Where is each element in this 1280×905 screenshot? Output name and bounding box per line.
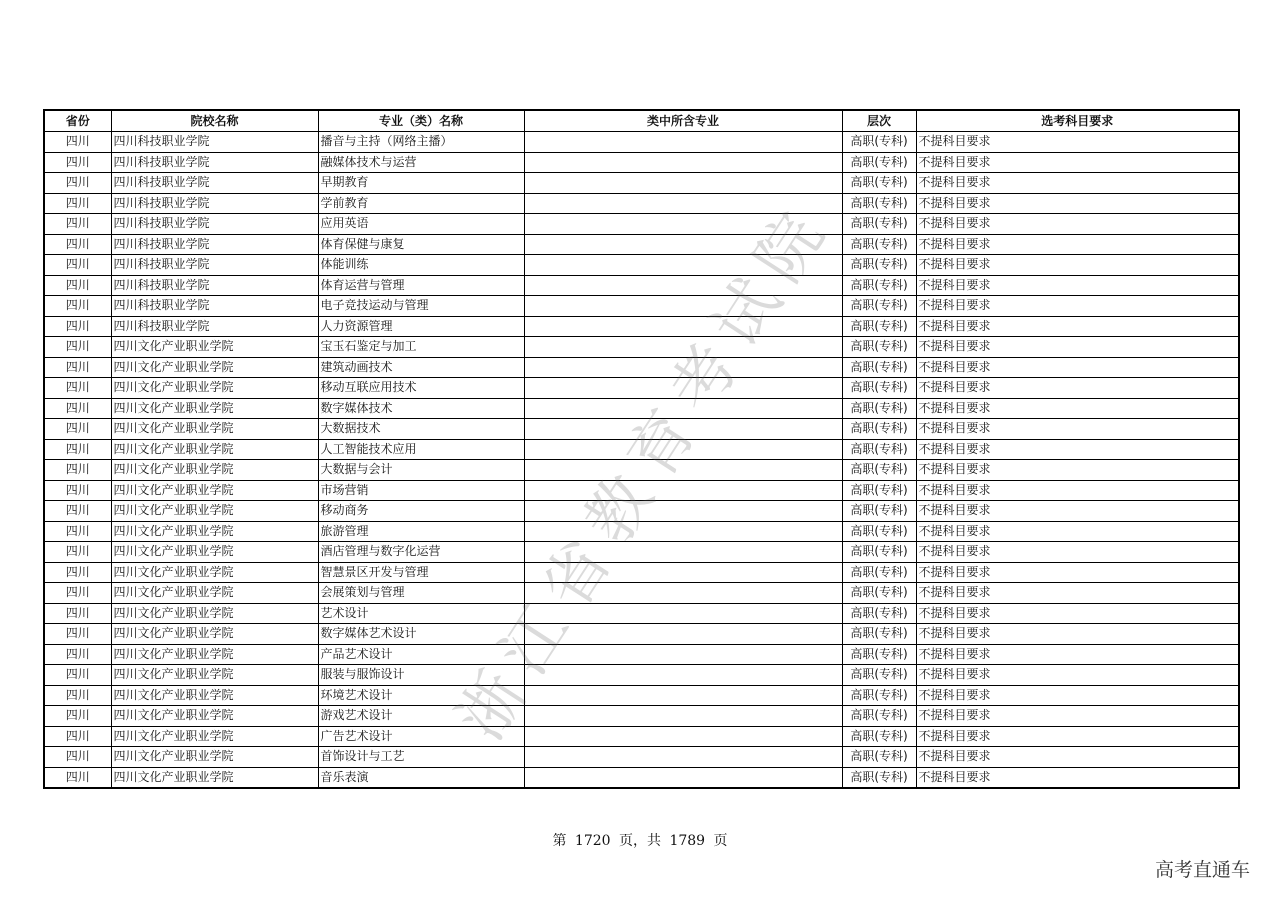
province-cell: 四川 <box>44 747 111 768</box>
requirement-cell: 不提科目要求 <box>916 685 1239 706</box>
requirement-cell: 不提科目要求 <box>916 316 1239 337</box>
major-cell: 人工智能技术应用 <box>318 439 524 460</box>
sub-majors-cell <box>524 152 842 173</box>
level-cell: 高职(专科) <box>842 234 916 255</box>
sub-majors-cell <box>524 316 842 337</box>
province-cell: 四川 <box>44 275 111 296</box>
table-row <box>44 398 1239 419</box>
table-header-row <box>44 110 1239 132</box>
table-row <box>44 419 1239 440</box>
school-cell: 四川文化产业职业学院 <box>111 542 318 563</box>
requirement-cell: 不提科目要求 <box>916 275 1239 296</box>
requirement-cell: 不提科目要求 <box>916 234 1239 255</box>
requirement-cell: 不提科目要求 <box>916 603 1239 624</box>
header-school: 院校名称 <box>111 110 318 132</box>
table-row <box>44 603 1239 624</box>
level-cell: 高职(专科) <box>842 316 916 337</box>
school-cell: 四川文化产业职业学院 <box>111 706 318 727</box>
sub-majors-cell <box>524 603 842 624</box>
table-body <box>44 132 1239 789</box>
table-row <box>44 316 1239 337</box>
footer-current-page: 1720 <box>574 833 611 849</box>
province-cell: 四川 <box>44 685 111 706</box>
requirement-cell: 不提科目要求 <box>916 255 1239 276</box>
school-cell: 四川科技职业学院 <box>111 255 318 276</box>
province-cell: 四川 <box>44 398 111 419</box>
level-cell: 高职(专科) <box>842 706 916 727</box>
school-cell: 四川文化产业职业学院 <box>111 603 318 624</box>
sub-majors-cell <box>524 255 842 276</box>
major-cell: 艺术设计 <box>318 603 524 624</box>
level-cell: 高职(专科) <box>842 275 916 296</box>
school-cell: 四川科技职业学院 <box>111 316 318 337</box>
sub-majors-cell <box>524 337 842 358</box>
table-row <box>44 152 1239 173</box>
major-cell: 酒店管理与数字化运营 <box>318 542 524 563</box>
province-cell: 四川 <box>44 439 111 460</box>
table-row <box>44 378 1239 399</box>
level-cell: 高职(专科) <box>842 152 916 173</box>
sub-majors-cell <box>524 767 842 788</box>
province-cell: 四川 <box>44 152 111 173</box>
sub-majors-cell <box>524 357 842 378</box>
major-cell: 数字媒体艺术设计 <box>318 624 524 645</box>
sub-majors-cell <box>524 521 842 542</box>
level-cell: 高职(专科) <box>842 439 916 460</box>
major-cell: 宝玉石鉴定与加工 <box>318 337 524 358</box>
requirement-cell: 不提科目要求 <box>916 501 1239 522</box>
level-cell: 高职(专科) <box>842 562 916 583</box>
province-cell: 四川 <box>44 521 111 542</box>
table-row <box>44 173 1239 194</box>
table-row <box>44 357 1239 378</box>
table-row <box>44 685 1239 706</box>
major-cell: 早期教育 <box>318 173 524 194</box>
major-cell: 应用英语 <box>318 214 524 235</box>
header-subject-requirement: 选考科目要求 <box>916 110 1239 132</box>
level-cell: 高职(专科) <box>842 665 916 686</box>
table-row <box>44 501 1239 522</box>
requirement-cell: 不提科目要求 <box>916 460 1239 481</box>
level-cell: 高职(专科) <box>842 501 916 522</box>
province-cell: 四川 <box>44 337 111 358</box>
footer-mid: 页，共 <box>619 833 661 849</box>
school-cell: 四川文化产业职业学院 <box>111 480 318 501</box>
school-cell: 四川文化产业职业学院 <box>111 521 318 542</box>
major-cell: 市场营销 <box>318 480 524 501</box>
table-row <box>44 214 1239 235</box>
school-cell: 四川文化产业职业学院 <box>111 439 318 460</box>
level-cell: 高职(专科) <box>842 173 916 194</box>
province-cell: 四川 <box>44 234 111 255</box>
level-cell: 高职(专科) <box>842 357 916 378</box>
sub-majors-cell <box>524 460 842 481</box>
school-cell: 四川文化产业职业学院 <box>111 644 318 665</box>
major-cell: 移动商务 <box>318 501 524 522</box>
requirement-cell: 不提科目要求 <box>916 644 1239 665</box>
level-cell: 高职(专科) <box>842 214 916 235</box>
school-cell: 四川文化产业职业学院 <box>111 460 318 481</box>
major-cell: 服装与服饰设计 <box>318 665 524 686</box>
sub-majors-cell <box>524 644 842 665</box>
level-cell: 高职(专科) <box>842 767 916 788</box>
major-cell: 广告艺术设计 <box>318 726 524 747</box>
requirement-cell: 不提科目要求 <box>916 337 1239 358</box>
requirement-cell: 不提科目要求 <box>916 726 1239 747</box>
level-cell: 高职(专科) <box>842 296 916 317</box>
major-cell: 产品艺术设计 <box>318 644 524 665</box>
requirement-cell: 不提科目要求 <box>916 480 1239 501</box>
school-cell: 四川科技职业学院 <box>111 296 318 317</box>
school-cell: 四川文化产业职业学院 <box>111 685 318 706</box>
requirement-cell: 不提科目要求 <box>916 624 1239 645</box>
requirement-cell: 不提科目要求 <box>916 439 1239 460</box>
requirement-cell: 不提科目要求 <box>916 419 1239 440</box>
sub-majors-cell <box>524 398 842 419</box>
school-cell: 四川科技职业学院 <box>111 234 318 255</box>
requirement-cell: 不提科目要求 <box>916 583 1239 604</box>
school-cell: 四川文化产业职业学院 <box>111 665 318 686</box>
requirement-cell: 不提科目要求 <box>916 706 1239 727</box>
footer-total-pages: 1789 <box>669 833 706 849</box>
sub-majors-cell <box>524 234 842 255</box>
major-cell: 播音与主持（网络主播） <box>318 132 524 153</box>
sub-majors-cell <box>524 583 842 604</box>
requirement-cell: 不提科目要求 <box>916 562 1239 583</box>
requirement-cell: 不提科目要求 <box>916 214 1239 235</box>
province-cell: 四川 <box>44 357 111 378</box>
requirement-cell: 不提科目要求 <box>916 398 1239 419</box>
major-cell: 融媒体技术与运营 <box>318 152 524 173</box>
school-cell: 四川文化产业职业学院 <box>111 726 318 747</box>
province-cell: 四川 <box>44 460 111 481</box>
table-row <box>44 562 1239 583</box>
school-cell: 四川文化产业职业学院 <box>111 398 318 419</box>
footer-prefix: 第 <box>552 833 567 849</box>
header-province: 省份 <box>44 110 111 132</box>
requirement-cell: 不提科目要求 <box>916 296 1239 317</box>
requirement-cell: 不提科目要求 <box>916 521 1239 542</box>
province-cell: 四川 <box>44 316 111 337</box>
header-level: 层次 <box>842 110 916 132</box>
requirement-cell: 不提科目要求 <box>916 357 1239 378</box>
school-cell: 四川科技职业学院 <box>111 193 318 214</box>
requirement-cell: 不提科目要求 <box>916 767 1239 788</box>
school-cell: 四川科技职业学院 <box>111 275 318 296</box>
major-cell: 电子竞技运动与管理 <box>318 296 524 317</box>
school-cell: 四川科技职业学院 <box>111 173 318 194</box>
school-cell: 四川科技职业学院 <box>111 152 318 173</box>
province-cell: 四川 <box>44 378 111 399</box>
level-cell: 高职(专科) <box>842 644 916 665</box>
sub-majors-cell <box>524 665 842 686</box>
school-cell: 四川科技职业学院 <box>111 214 318 235</box>
province-cell: 四川 <box>44 419 111 440</box>
sub-majors-cell <box>524 132 842 153</box>
table-row <box>44 234 1239 255</box>
requirement-cell: 不提科目要求 <box>916 132 1239 153</box>
province-cell: 四川 <box>44 706 111 727</box>
province-cell: 四川 <box>44 193 111 214</box>
province-cell: 四川 <box>44 603 111 624</box>
sub-majors-cell <box>524 706 842 727</box>
major-cell: 移动互联应用技术 <box>318 378 524 399</box>
level-cell: 高职(专科) <box>842 337 916 358</box>
table-row <box>44 255 1239 276</box>
province-cell: 四川 <box>44 767 111 788</box>
level-cell: 高职(专科) <box>842 685 916 706</box>
province-cell: 四川 <box>44 665 111 686</box>
province-cell: 四川 <box>44 624 111 645</box>
brand-label: 高考直通车 <box>1154 859 1250 881</box>
school-cell: 四川文化产业职业学院 <box>111 767 318 788</box>
level-cell: 高职(专科) <box>842 624 916 645</box>
major-cell: 学前教育 <box>318 193 524 214</box>
requirement-cell: 不提科目要求 <box>916 193 1239 214</box>
province-cell: 四川 <box>44 296 111 317</box>
major-cell: 游戏艺术设计 <box>318 706 524 727</box>
school-cell: 四川文化产业职业学院 <box>111 419 318 440</box>
sub-majors-cell <box>524 747 842 768</box>
province-cell: 四川 <box>44 132 111 153</box>
major-cell: 体能训练 <box>318 255 524 276</box>
major-cell: 音乐表演 <box>318 767 524 788</box>
province-cell: 四川 <box>44 501 111 522</box>
table-row <box>44 296 1239 317</box>
sub-majors-cell <box>524 193 842 214</box>
table-row <box>44 665 1239 686</box>
level-cell: 高职(专科) <box>842 378 916 399</box>
sub-majors-cell <box>524 562 842 583</box>
province-cell: 四川 <box>44 644 111 665</box>
level-cell: 高职(专科) <box>842 542 916 563</box>
province-cell: 四川 <box>44 255 111 276</box>
school-cell: 四川文化产业职业学院 <box>111 337 318 358</box>
requirement-cell: 不提科目要求 <box>916 378 1239 399</box>
sub-majors-cell <box>524 378 842 399</box>
table-row <box>44 542 1239 563</box>
school-cell: 四川文化产业职业学院 <box>111 562 318 583</box>
major-cell: 体育运营与管理 <box>318 275 524 296</box>
table-row <box>44 521 1239 542</box>
province-cell: 四川 <box>44 726 111 747</box>
table-row <box>44 193 1239 214</box>
table-row <box>44 624 1239 645</box>
page-footer <box>0 830 1280 850</box>
table-row <box>44 439 1239 460</box>
table-row <box>44 767 1239 788</box>
sub-majors-cell <box>524 419 842 440</box>
requirement-cell: 不提科目要求 <box>916 665 1239 686</box>
level-cell: 高职(专科) <box>842 583 916 604</box>
header-major: 专业（类）名称 <box>318 110 524 132</box>
footer-suffix: 页 <box>713 833 728 849</box>
province-cell: 四川 <box>44 562 111 583</box>
sub-majors-cell <box>524 480 842 501</box>
requirement-cell: 不提科目要求 <box>916 152 1239 173</box>
level-cell: 高职(专科) <box>842 521 916 542</box>
table-row <box>44 747 1239 768</box>
table-row <box>44 644 1239 665</box>
header-sub-majors: 类中所含专业 <box>524 110 842 132</box>
major-cell: 人力资源管理 <box>318 316 524 337</box>
level-cell: 高职(专科) <box>842 460 916 481</box>
province-cell: 四川 <box>44 542 111 563</box>
province-cell: 四川 <box>44 173 111 194</box>
major-cell: 会展策划与管理 <box>318 583 524 604</box>
sub-majors-cell <box>524 439 842 460</box>
sub-majors-cell <box>524 173 842 194</box>
requirement-cell: 不提科目要求 <box>916 173 1239 194</box>
school-cell: 四川文化产业职业学院 <box>111 378 318 399</box>
level-cell: 高职(专科) <box>842 193 916 214</box>
major-cell: 智慧景区开发与管理 <box>318 562 524 583</box>
sub-majors-cell <box>524 542 842 563</box>
watermark: 浙江省教育考试院 <box>444 189 846 754</box>
school-cell: 四川文化产业职业学院 <box>111 357 318 378</box>
major-cell: 旅游管理 <box>318 521 524 542</box>
table-row <box>44 726 1239 747</box>
level-cell: 高职(专科) <box>842 419 916 440</box>
level-cell: 高职(专科) <box>842 747 916 768</box>
level-cell: 高职(专科) <box>842 480 916 501</box>
sub-majors-cell <box>524 501 842 522</box>
school-cell: 四川科技职业学院 <box>111 132 318 153</box>
major-cell: 环境艺术设计 <box>318 685 524 706</box>
level-cell: 高职(专科) <box>842 132 916 153</box>
table-row <box>44 706 1239 727</box>
major-cell: 首饰设计与工艺 <box>318 747 524 768</box>
sub-majors-cell <box>524 296 842 317</box>
table-row <box>44 337 1239 358</box>
major-cell: 建筑动画技术 <box>318 357 524 378</box>
requirement-cell: 不提科目要求 <box>916 747 1239 768</box>
major-cell: 体育保健与康复 <box>318 234 524 255</box>
table-row <box>44 480 1239 501</box>
sub-majors-cell <box>524 685 842 706</box>
sub-majors-cell <box>524 624 842 645</box>
major-cell: 大数据与会计 <box>318 460 524 481</box>
province-cell: 四川 <box>44 480 111 501</box>
level-cell: 高职(专科) <box>842 603 916 624</box>
level-cell: 高职(专科) <box>842 398 916 419</box>
province-cell: 四川 <box>44 583 111 604</box>
major-cell: 大数据技术 <box>318 419 524 440</box>
table-row <box>44 583 1239 604</box>
table-row <box>44 132 1239 153</box>
admission-table <box>43 109 1240 789</box>
school-cell: 四川文化产业职业学院 <box>111 747 318 768</box>
table-row <box>44 275 1239 296</box>
province-cell: 四川 <box>44 214 111 235</box>
sub-majors-cell <box>524 214 842 235</box>
major-cell: 数字媒体技术 <box>318 398 524 419</box>
requirement-cell: 不提科目要求 <box>916 542 1239 563</box>
school-cell: 四川文化产业职业学院 <box>111 624 318 645</box>
sub-majors-cell <box>524 275 842 296</box>
school-cell: 四川文化产业职业学院 <box>111 583 318 604</box>
sub-majors-cell <box>524 726 842 747</box>
level-cell: 高职(专科) <box>842 726 916 747</box>
level-cell: 高职(专科) <box>842 255 916 276</box>
table-row <box>44 460 1239 481</box>
school-cell: 四川文化产业职业学院 <box>111 501 318 522</box>
